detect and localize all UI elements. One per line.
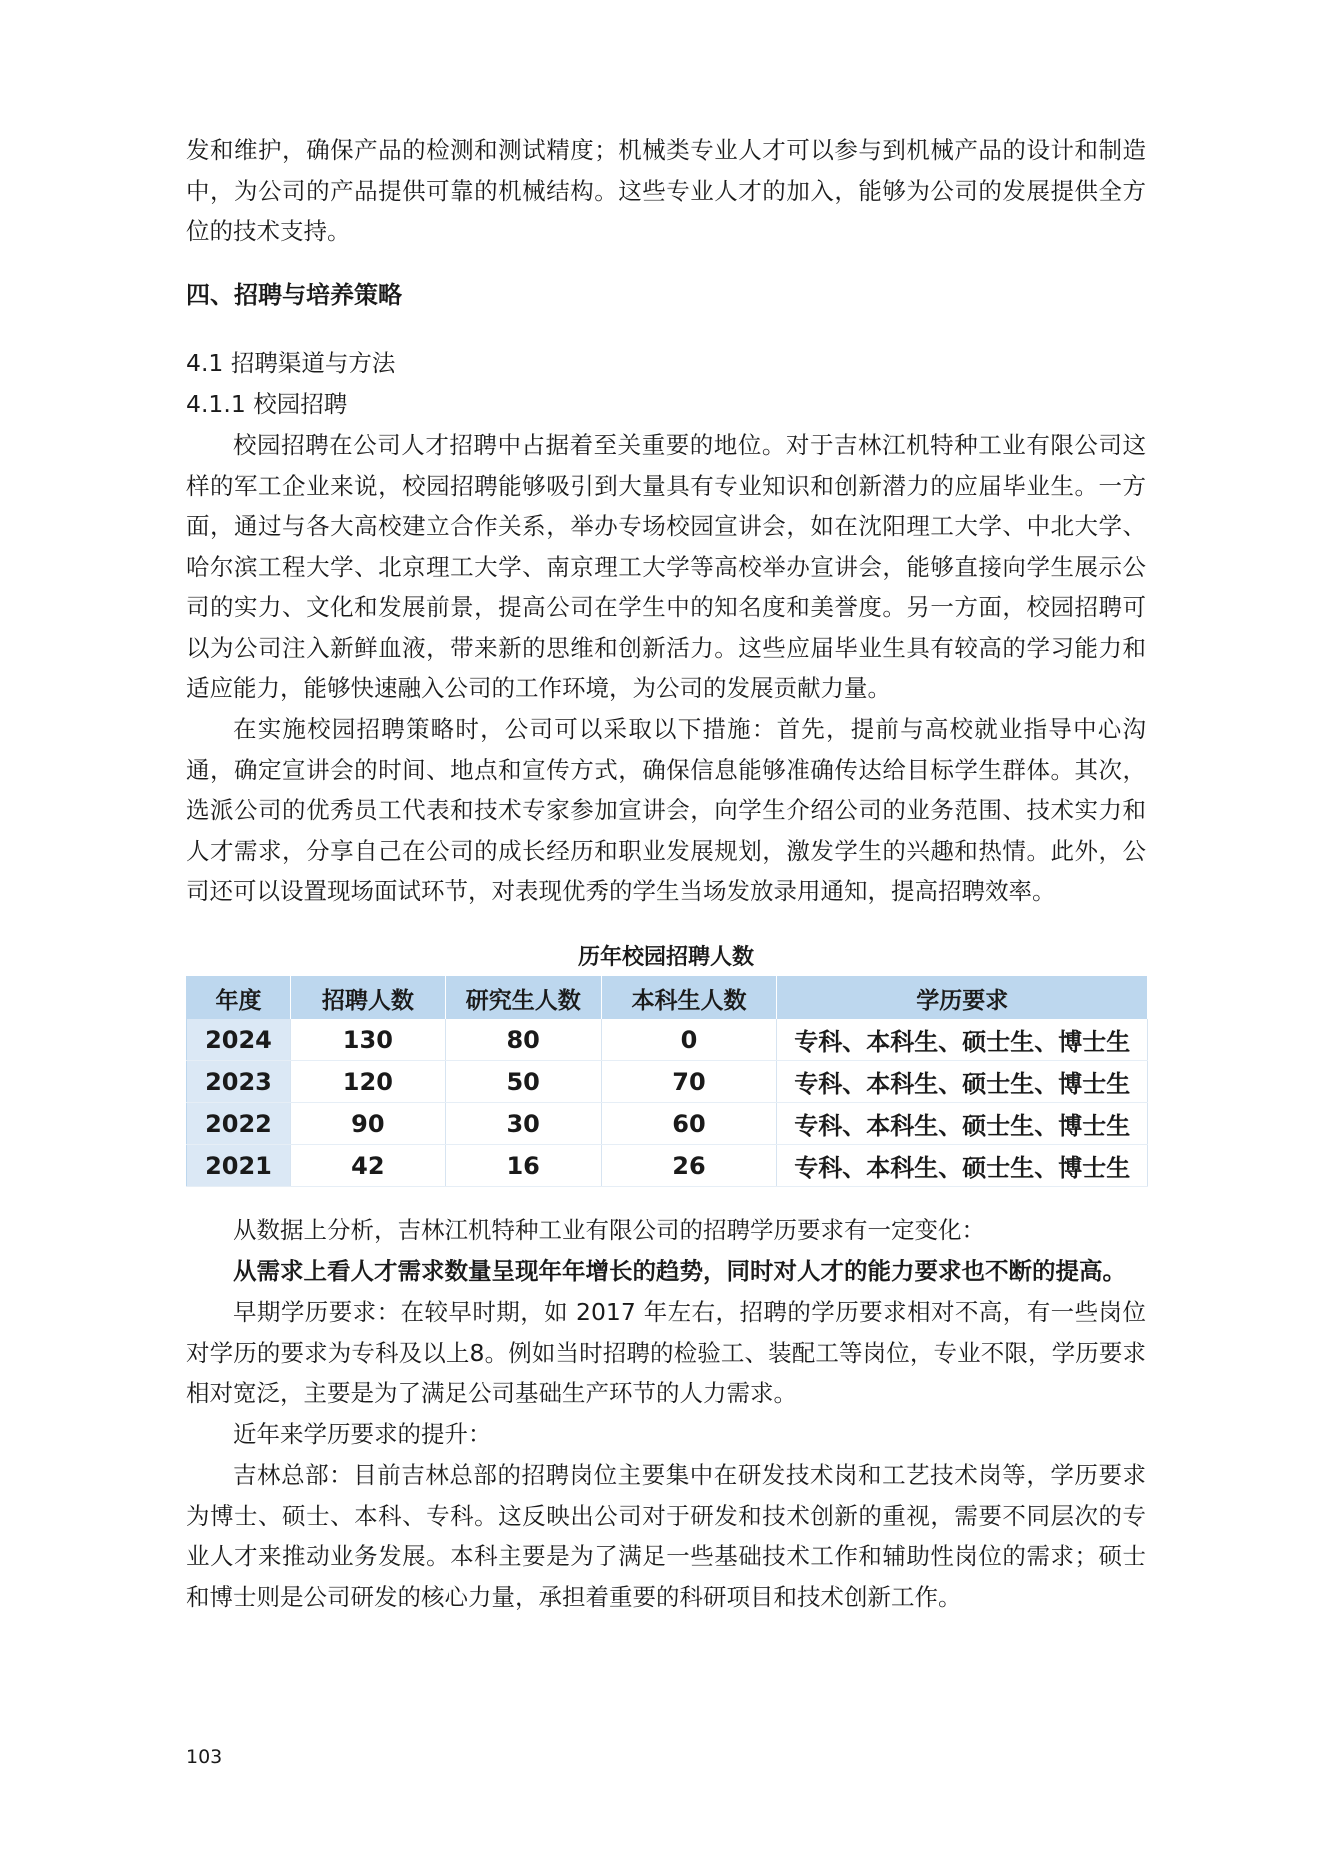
header-graduate: 研究生人数 xyxy=(445,977,601,1020)
paragraph-campus-importance: 校园招聘在公司人才招聘中占据着至关重要的地位。对于吉林江机特种工业有限公司这样的军工企业来说，校园招聘能够吸引到大量具有专业知识和创新潜力的应届毕业生。一方面，通过与各大高校建立合作关系，举办专场校园宣讲会，如在沈阳理工大学、中北大学、哈尔滨工程大学、北京理工大学、南京理工大学等高校举办宣讲会，能够直接向学生展示公司的实力、文化和发展前景，提高公司在学生中的知名度和美誉度。另一方面，校园招聘可以为公司注入新鲜血液，带来新的思维和创新活力。这些应届毕业生具有较高的学习能力和适应能力，能够快速融入公司的工作环境，为公司的发展贡献力量。 xyxy=(186,431,1146,702)
cell-hires: 130 xyxy=(290,1019,445,1061)
header-hires: 招聘人数 xyxy=(290,977,445,1020)
cell-graduate: 50 xyxy=(445,1061,601,1103)
cell-graduate: 16 xyxy=(445,1145,601,1187)
intro-paragraph: 发和维护，确保产品的检测和测试精度；机械类专业人才可以参与到机械产品的设计和制造中，为公司的产品提供可靠的机械结构。这些专业人才的加入，能够为公司的发展提供全方位的技术支持。 xyxy=(186,136,1146,245)
table-row xyxy=(187,1103,1148,1145)
cell-education: 专科、本科生、硕士生、博士生 xyxy=(777,1145,1148,1187)
section-heading: 四、招聘与培养策略 xyxy=(186,281,402,309)
cell-education: 专科、本科生、硕士生、博士生 xyxy=(777,1019,1148,1061)
cell-undergraduate: 70 xyxy=(601,1061,777,1103)
cell-education: 专科、本科生、硕士生、博士生 xyxy=(777,1061,1148,1103)
cell-undergraduate: 26 xyxy=(601,1145,777,1187)
cell-graduate: 80 xyxy=(445,1019,601,1061)
header-education-requirement: 学历要求 xyxy=(777,977,1148,1020)
table-row xyxy=(187,1019,1148,1061)
table-caption: 历年校园招聘人数 xyxy=(577,945,754,970)
paragraph-recent-title: 近年来学历要求的提升： xyxy=(233,1420,492,1448)
paragraph-jilin-hq: 吉林总部：目前吉林总部的招聘岗位主要集中在研发技术岗和工艺技术岗等，学历要求为博士、硕士、本科、专科。这反映出公司对于研发和技术创新的重视，需要不同层次的专业人才来推动业务发展。本科主要是为了满足一些基础技术工作和辅助性岗位的需求；硕士和博士则是公司研发的核心力量，承担着重要的科研项目和技术创新工作。 xyxy=(186,1461,1146,1611)
cell-hires: 42 xyxy=(290,1145,445,1187)
cell-year: 2022 xyxy=(187,1103,291,1145)
table-header-row xyxy=(187,977,1148,1020)
cell-undergraduate: 0 xyxy=(601,1019,777,1061)
header-undergraduate: 本科生人数 xyxy=(601,977,777,1020)
paragraph-campus-measures: 在实施校园招聘策略时，公司可以采取以下措施：首先，提前与高校就业指导中心沟通，确定宣讲会的时间、地点和宣传方式，确保信息能够准确传达给目标学生群体。其次，选派公司的优秀员工代表和技术专家参加宣讲会，向学生介绍公司的业务范围、技术实力和人才需求，分享自己在公司的成长经历和职业发展规划，激发学生的兴趣和热情。此外，公司还可以设置现场面试环节，对表现优秀的学生当场发放录用通知，提高招聘效率。 xyxy=(186,715,1146,905)
paragraph-early-requirements: 早期学历要求：在较早时期，如 2017 年左右，招聘的学历要求相对不高，有一些岗位对学历的要求为专科及以上8。例如当时招聘的检验工、装配工等岗位，专业不限，学历要求相对宽泛，主要是为了满足公司基础生产环节的人力需求。 xyxy=(186,1298,1146,1407)
cell-undergraduate: 60 xyxy=(601,1103,777,1145)
subsection-heading: 4.1 招聘渠道与方法 xyxy=(186,349,396,377)
header-year: 年度 xyxy=(187,977,291,1020)
paragraph-analysis-intro: 从数据上分析，吉林江机特种工业有限公司的招聘学历要求有一定变化： xyxy=(233,1216,985,1244)
paragraph-analysis-emphasis: 从需求上看人才需求数量呈现年年增长的趋势，同时对人才的能力要求也不断的提高。 xyxy=(233,1257,1126,1285)
cell-graduate: 30 xyxy=(445,1103,601,1145)
cell-year: 2023 xyxy=(187,1061,291,1103)
table-row xyxy=(187,1145,1148,1187)
cell-hires: 90 xyxy=(290,1103,445,1145)
cell-hires: 120 xyxy=(290,1061,445,1103)
cell-year: 2021 xyxy=(187,1145,291,1187)
table-row xyxy=(187,1061,1148,1103)
cell-year: 2024 xyxy=(187,1019,291,1061)
subsubsection-heading: 4.1.1 校园招聘 xyxy=(186,390,348,418)
page-number: 103 xyxy=(186,1746,223,1768)
recruitment-table xyxy=(186,976,1148,1187)
cell-education: 专科、本科生、硕士生、博士生 xyxy=(777,1103,1148,1145)
